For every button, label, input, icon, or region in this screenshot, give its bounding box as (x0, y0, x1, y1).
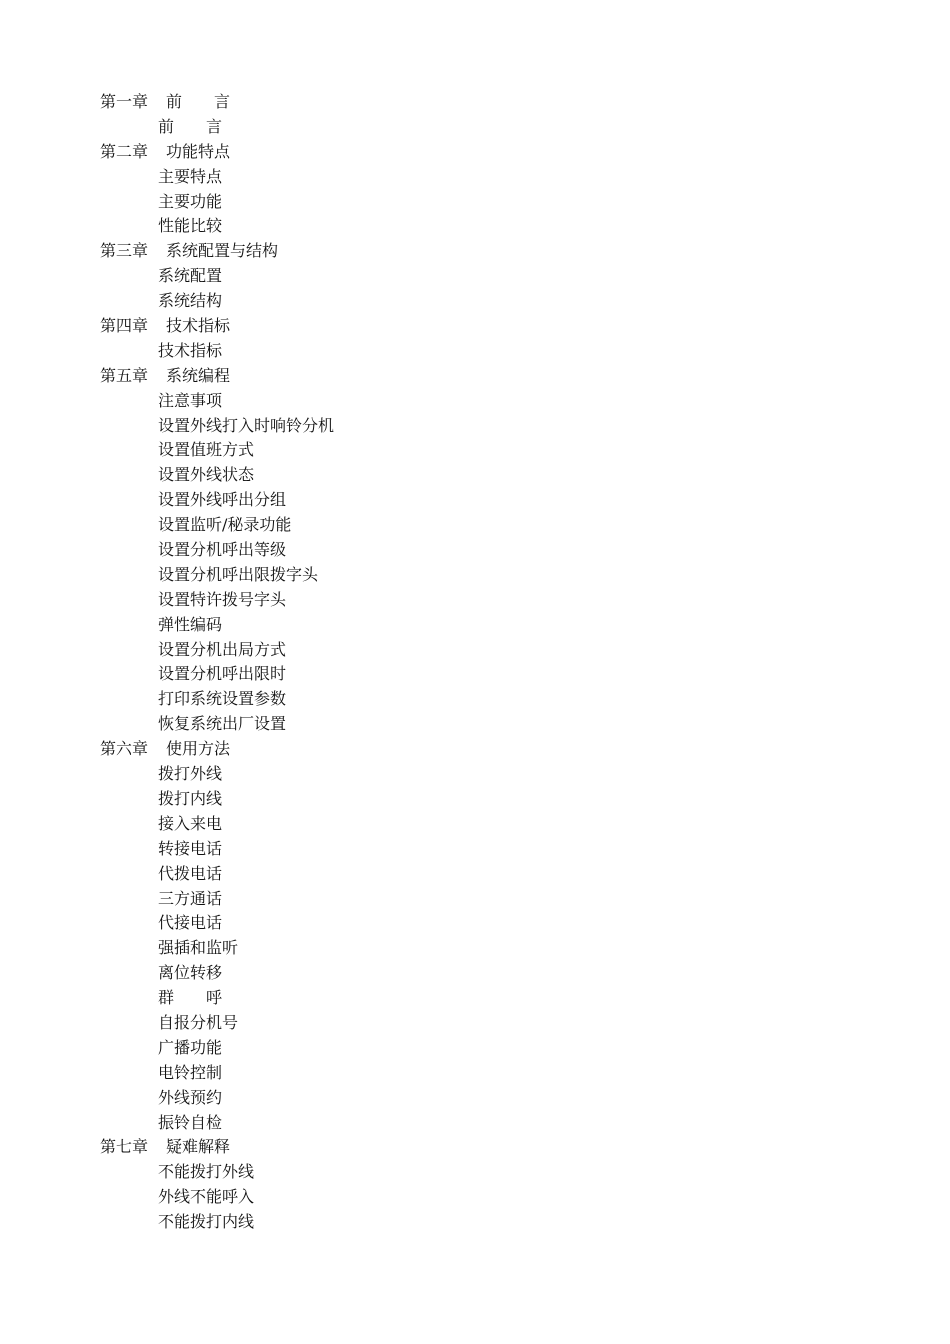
chapter-number: 第五章 (100, 365, 149, 385)
toc-section: 电铃控制 (158, 1062, 223, 1082)
toc-chapter (100, 314, 900, 339)
chapter-number: 第三章 (100, 241, 149, 261)
chapter-number: 第七章 (100, 1137, 149, 1157)
chapter-title: 系统配置与结构 (166, 241, 279, 261)
toc-section: 自报分机号 (158, 1012, 239, 1032)
chapter-number: 第四章 (100, 316, 149, 336)
chapter-title: 前 言 (166, 92, 231, 111)
toc-section: 拨打内线 (158, 788, 223, 808)
chapter-title: 系统编程 (166, 365, 231, 385)
toc-chapter (100, 737, 900, 762)
toc-section: 不能拨打内线 (158, 1212, 255, 1232)
toc-section: 外线预约 (158, 1087, 223, 1107)
toc-section: 设置分机呼出限时 (158, 664, 287, 684)
toc-section: 设置分机呼出等级 (158, 540, 287, 560)
chapter-title: 功能特点 (166, 141, 231, 161)
toc-section: 不能拨打外线 (158, 1162, 255, 1182)
toc-chapter (100, 90, 900, 115)
toc-section: 系统结构 (158, 291, 223, 311)
chapter-number: 第一章 (100, 92, 149, 111)
chapter-number: 第六章 (100, 739, 149, 759)
toc-section: 离位转移 (158, 963, 223, 983)
toc-section: 性能比较 (158, 216, 223, 236)
toc-section: 设置外线呼出分组 (158, 490, 287, 510)
toc-section: 打印系统设置参数 (158, 689, 287, 709)
toc-section: 设置外线状态 (158, 465, 255, 485)
toc-section: 系统配置 (158, 266, 223, 286)
toc-chapter (100, 140, 900, 165)
chapter-number: 第二章 (100, 141, 149, 161)
toc-section: 技术指标 (158, 340, 223, 360)
chapter-title: 疑难解释 (166, 1137, 231, 1157)
toc-section: 主要特点 (158, 166, 223, 186)
table-of-contents (100, 90, 900, 1235)
toc-section: 拨打外线 (158, 764, 223, 784)
toc-section: 外线不能呼入 (158, 1187, 255, 1207)
toc-section: 注意事项 (158, 390, 223, 410)
toc-section: 弹性编码 (158, 614, 223, 634)
chapter-title: 使用方法 (166, 739, 231, 759)
toc-section: 设置分机出局方式 (158, 639, 287, 659)
toc-section: 前 言 (158, 116, 223, 136)
toc-chapter (100, 239, 900, 264)
toc-section: 群 呼 (158, 988, 223, 1008)
toc-section: 振铃自检 (158, 1112, 223, 1132)
toc-section: 恢复系统出厂设置 (158, 714, 287, 734)
toc-section: 设置值班方式 (158, 440, 255, 460)
toc-section: 设置外线打入时响铃分机 (158, 415, 335, 435)
toc-section: 设置分机呼出限拨字头 (158, 564, 319, 584)
toc-section: 接入来电 (158, 813, 223, 833)
toc-section: 转接电话 (158, 838, 223, 858)
toc-section: 强插和监听 (158, 938, 239, 958)
toc-section: 代接电话 (158, 913, 223, 933)
chapter-title: 技术指标 (166, 316, 231, 336)
toc-section: 主要功能 (158, 191, 223, 211)
toc-section: 代拨电话 (158, 863, 223, 883)
toc-section: 设置监听/秘录功能 (158, 515, 292, 535)
toc-section: 广播功能 (158, 1037, 223, 1057)
toc-section: 设置特许拨号字头 (158, 589, 287, 609)
toc-section: 三方通话 (158, 888, 223, 908)
toc-chapter (100, 364, 900, 389)
toc-chapter (100, 1135, 900, 1160)
